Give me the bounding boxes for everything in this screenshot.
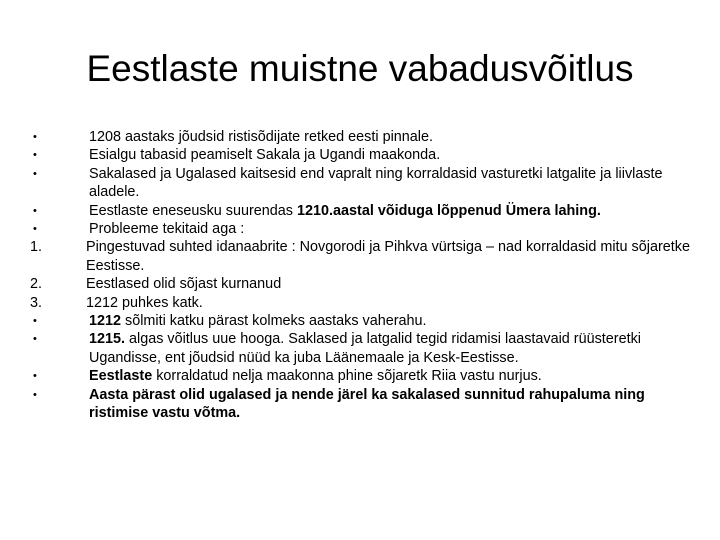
text-run: sõlmiti katku pärast kolmeks aastaks vaherahu. bbox=[121, 313, 427, 330]
list-item-text bbox=[89, 367, 690, 385]
text-run: algas võitlus uue hooga. Saklased ja latgalid tegid ridamisi laastavaid rüüsteretki Ugandisse, ent jõudsid nüüd ka juba Läänemaale ja Kesk-Eestisse. bbox=[89, 331, 641, 366]
list-item bbox=[30, 165, 690, 202]
list-item-text bbox=[86, 275, 690, 293]
list-item-text bbox=[89, 128, 690, 146]
text-run: Eestlased olid sõjast kurnanud bbox=[86, 276, 282, 293]
number-marker: 2. bbox=[30, 276, 43, 293]
list-item-text bbox=[89, 220, 690, 238]
list-item-text bbox=[89, 202, 690, 220]
list-item-text bbox=[89, 312, 690, 330]
text-run: 1212 puhkes katk. bbox=[86, 294, 203, 311]
list-item bbox=[30, 294, 690, 312]
bullet-marker: • bbox=[33, 388, 37, 401]
bullet-marker: • bbox=[33, 204, 37, 217]
list-item bbox=[30, 312, 690, 330]
text-run: Eestlaste eneseusku suurendas bbox=[89, 202, 297, 219]
list-item bbox=[30, 220, 690, 238]
bullet-marker: • bbox=[33, 131, 37, 143]
bold-text: 1210.aastal võiduga lõppenud Ümera lahing. bbox=[297, 202, 601, 219]
list-item bbox=[30, 386, 690, 423]
bullet-marker: • bbox=[33, 149, 37, 162]
list-item bbox=[30, 367, 690, 385]
list-item-text bbox=[89, 330, 690, 367]
bold-text: 1215. bbox=[89, 331, 126, 348]
list-item bbox=[30, 238, 690, 275]
bullet-marker: • bbox=[33, 167, 37, 180]
list-item-text bbox=[89, 146, 690, 164]
list-item bbox=[30, 202, 690, 220]
text-run: Pingestuvad suhted idanaabrite : Novgorodi ja Pihkva vürtsiga – nad korraldasid mitu sõjaretke Eestisse. bbox=[86, 239, 690, 274]
number-marker: 3. bbox=[30, 294, 43, 311]
list-item-text bbox=[86, 294, 690, 312]
bullet-marker: • bbox=[33, 370, 37, 383]
bullet-marker: • bbox=[33, 315, 37, 328]
bold-text: 1212 bbox=[89, 313, 122, 330]
list-item bbox=[30, 330, 690, 367]
list-item bbox=[30, 146, 690, 164]
text-run: Probleeme tekitaid aga : bbox=[89, 221, 245, 238]
text-run: Esialgu tabasid peamiselt Sakala ja Ugandi maakonda. bbox=[89, 147, 441, 164]
list-item bbox=[30, 275, 690, 293]
bullet-list bbox=[30, 128, 690, 423]
bold-text: Aasta pärast olid ugalased ja nende järel ka sakalased sunnitud rahupaluma ning ristimise vastu võtma. bbox=[89, 386, 645, 422]
list-item-text bbox=[89, 165, 690, 202]
number-marker: 1. bbox=[30, 239, 43, 256]
slide-title: Eestlaste muistne vabadusvõitlus bbox=[86, 48, 634, 89]
bullet-marker: • bbox=[33, 333, 37, 346]
bold-text: Eestlaste bbox=[89, 368, 153, 385]
bullet-marker: • bbox=[33, 223, 37, 236]
text-run: korraldatud nelja maakonna phine sõjaretk Riia vastu nurjus. bbox=[152, 368, 542, 385]
list-item bbox=[30, 128, 690, 146]
list-item-text bbox=[86, 238, 690, 275]
list-item-text bbox=[89, 386, 690, 423]
text-run: Sakalased ja Ugalased kaitsesid end vapralt ning korraldasid vasturetki latgalite ja liivlaste aladele. bbox=[89, 165, 663, 201]
text-run: 1208 aastaks jõudsid ristisõdijate retked eesti pinnale. bbox=[89, 129, 433, 145]
